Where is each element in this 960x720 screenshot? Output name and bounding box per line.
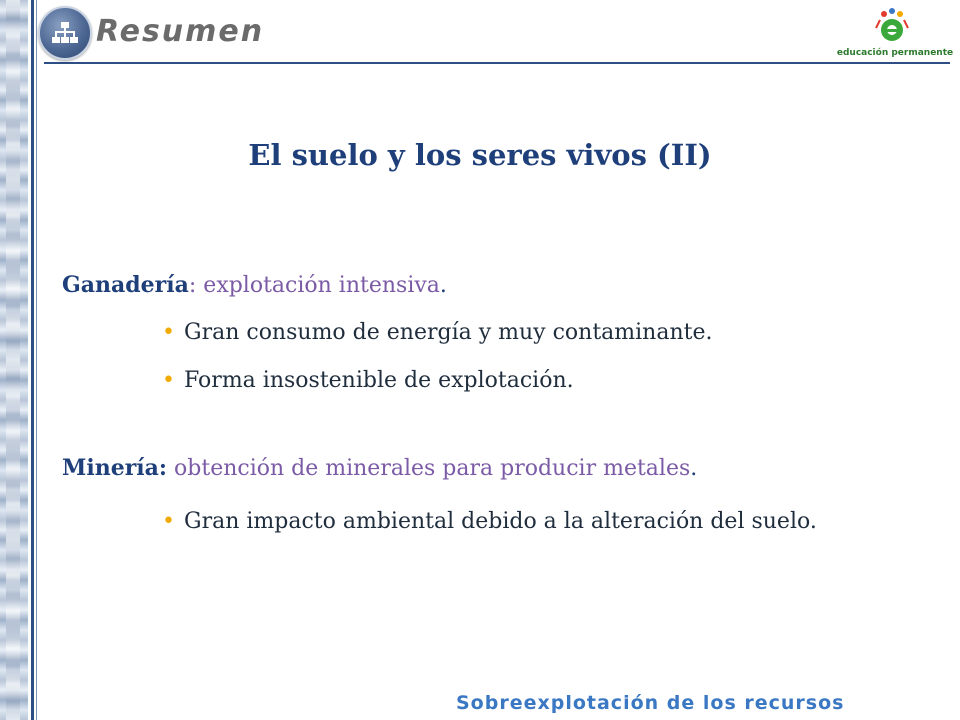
- vertical-rule: [31, 0, 34, 720]
- bullet-text: Gran impacto ambiental debido a la alteración del suelo.: [184, 509, 817, 534]
- bullet-item: [162, 368, 884, 393]
- section-description: obtención de minerales para producir metales: [167, 456, 691, 481]
- section-ganaderia-heading: [62, 272, 447, 298]
- section-title: Resumen: [96, 14, 265, 49]
- logo-text: educación permanente: [836, 48, 954, 58]
- vertical-rule-thin: [36, 0, 37, 720]
- left-decorative-band: [0, 0, 28, 720]
- section-head: Minería:: [62, 455, 168, 481]
- section-mineria-heading: [62, 455, 697, 481]
- bullet-item: [162, 320, 884, 345]
- educacion-permanente-logo: [836, 6, 954, 62]
- slide-title: El suelo y los seres vivos (II): [248, 138, 712, 172]
- section-tail: .: [690, 456, 698, 481]
- home-button[interactable]: [38, 6, 92, 60]
- section-description: : explotación intensiva: [188, 273, 440, 298]
- bullet-icon: •: [162, 368, 175, 393]
- bullet-text: Gran consumo de energía y muy contaminante.: [184, 320, 713, 345]
- sitemap-icon: [52, 20, 78, 46]
- bullet-icon: •: [162, 320, 175, 345]
- header-rule: [44, 62, 950, 64]
- bullet-text: Forma insostenible de explotación.: [184, 368, 574, 393]
- footer-title: Sobreexplotación de los recursos: [456, 692, 845, 714]
- logo-figure-icon: [836, 6, 954, 50]
- bullet-item: [162, 505, 892, 539]
- section-tail: .: [439, 273, 447, 298]
- bullet-icon: •: [162, 509, 175, 534]
- section-head: Ganadería: [62, 272, 189, 298]
